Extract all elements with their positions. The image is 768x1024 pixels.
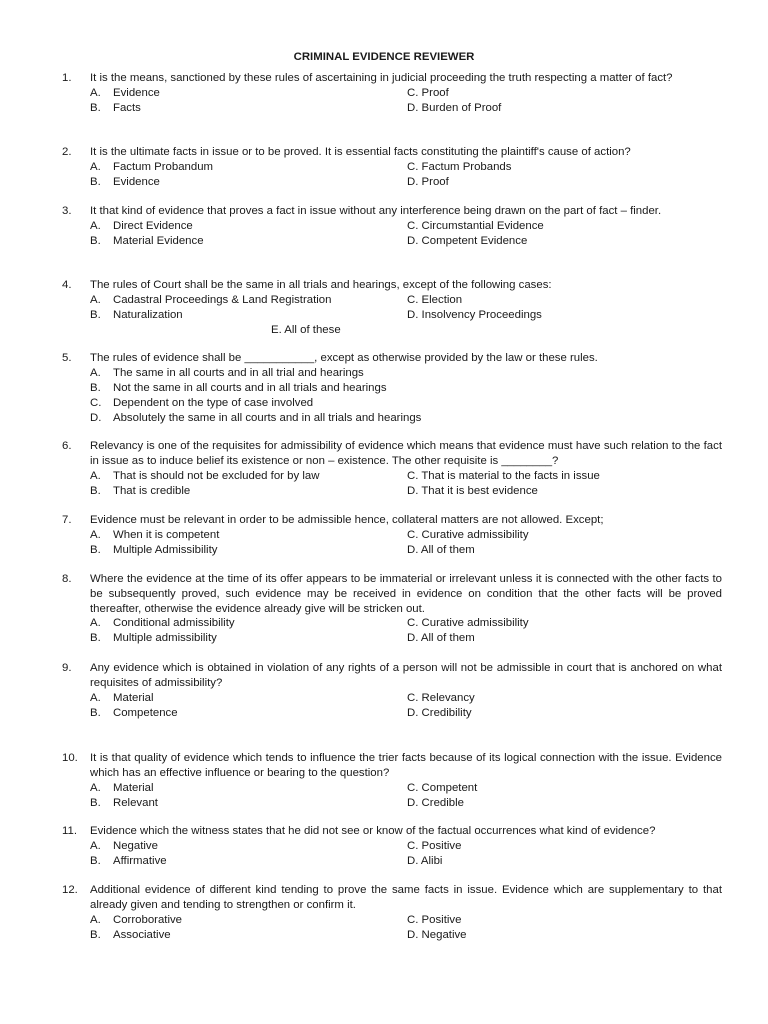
question-number: 4. [62, 279, 72, 291]
option-a: A. Material [90, 691, 154, 704]
question-text: It is that quality of evidence which tends to influence the trier facts because of its logical connection with the issue. Evidence which has an effective influence or bearing to the question? [90, 752, 722, 779]
document-title: CRIMINAL EVIDENCE REVIEWER [293, 51, 475, 63]
option-d: D. Absolutely the same in all courts and in all trials and hearings [90, 411, 422, 424]
option-b: B. Facts [90, 101, 141, 114]
question-9 [62, 661, 722, 721]
option-a: A. Negative [90, 839, 158, 852]
option-c: C. Competent [407, 781, 478, 794]
option-d: D. Credible [407, 796, 464, 809]
question-8 [62, 572, 722, 646]
question-text: Any evidence which is obtained in violation of any rights of a person will not be admissible in court that is anchored on what requisites of admissibility? [90, 662, 722, 689]
question-number: 5. [62, 352, 72, 364]
question-number: 1. [62, 72, 72, 84]
option-d: D. Proof [407, 175, 449, 188]
option-b: B. Evidence [90, 175, 160, 188]
question-4 [62, 278, 722, 338]
question-10 [62, 751, 722, 811]
option-d: D. All of them [407, 632, 475, 645]
question-3 [62, 204, 722, 249]
option-c: C. Positive [407, 913, 462, 926]
option-a: A. Evidence [90, 86, 160, 99]
option-a: A. Cadastral Proceedings & Land Registration [90, 293, 332, 306]
question-text: It is the ultimate facts in issue or to be proved. It is essential facts constituting the plaintiff's cause of action? [90, 146, 631, 158]
option-b: B. Multiple admissibility [90, 632, 217, 645]
question-number: 11. [62, 825, 77, 837]
option-b: B. Not the same in all courts and in all trials and hearings [90, 381, 387, 394]
option-e: E. All of these [271, 323, 341, 336]
question-text: Evidence which the witness states that he did not see or know of the factual occurrences what kind of evidence? [90, 825, 656, 837]
option-d: D. That it is best evidence [407, 484, 538, 497]
option-a: A. When it is competent [90, 528, 220, 541]
question-5 [62, 351, 722, 426]
option-a: A. Corroborative [90, 913, 183, 926]
option-c: C. That is material to the facts in issue [407, 469, 600, 482]
question-text: The rules of Court shall be the same in all trials and hearings, except of the following cases: [90, 279, 552, 291]
question-text: It is the means, sanctioned by these rules of ascertaining in judicial proceeding the truth respecting a matter of fact? [90, 72, 673, 84]
option-c: C. Positive [407, 839, 462, 852]
question-text: Additional evidence of different kind tending to prove the same facts in issue. Evidence which are supplementary to that already given and tending to strengthen or confirm it. [90, 884, 722, 911]
question-number: 3. [62, 205, 72, 217]
option-c: C. Election [407, 293, 463, 306]
option-d: D. Negative [407, 928, 467, 941]
question-text: It that kind of evidence that proves a fact in issue without any interference being drawn on the part of fact – finder. [90, 205, 662, 217]
option-b: B. Affirmative [90, 854, 167, 867]
question-number: 10. [62, 752, 78, 764]
question-number: 6. [62, 440, 72, 452]
option-a: A. Factum Probandum [90, 160, 214, 173]
question-text: Evidence must be relevant in order to be admissible hence, collateral matters are not allowed. Except; [90, 514, 604, 526]
option-b: B. Multiple Admissibility [90, 543, 218, 556]
question-7 [62, 513, 722, 558]
option-c: C. Curative admissibility [407, 617, 529, 630]
option-b: B. Relevant [90, 796, 158, 809]
option-d: D. Competent Evidence [407, 234, 528, 247]
option-b: B. Naturalization [90, 308, 183, 321]
question-12 [62, 883, 722, 943]
option-b: B. Associative [90, 928, 171, 941]
option-d: D. Credibility [407, 706, 472, 719]
question-text: Where the evidence at the time of its offer appears to be immaterial or irrelevant unless it is connected with the other facts to be subsequently proved, such evidence may be received in evidence on condition that the other facts will be proved thereafter, otherwise the evidence already give will be stricken out. [90, 573, 722, 615]
option-d: D. Alibi [407, 854, 443, 867]
option-a: A. The same in all courts and in all trial and hearings [90, 366, 364, 379]
question-11 [62, 824, 722, 869]
option-b: B. Material Evidence [90, 234, 204, 247]
option-c: C. Circumstantial Evidence [407, 219, 544, 232]
question-number: 8. [62, 573, 72, 585]
option-c: C. Dependent on the type of case involved [90, 396, 314, 409]
question-text: The rules of evidence shall be ___________, except as otherwise provided by the law or these rules. [90, 352, 598, 364]
option-c: C. Relevancy [407, 691, 475, 704]
option-d: D. Insolvency Proceedings [407, 308, 542, 321]
question-number: 12. [62, 884, 78, 896]
option-a: A. Material [90, 781, 154, 794]
option-a: A. That is should not be excluded for by law [90, 469, 320, 482]
option-c: C. Curative admissibility [407, 528, 529, 541]
option-a: A. Conditional admissibility [90, 617, 235, 630]
question-text: Relevancy is one of the requisites for admissibility of evidence which means that evidence must have such relation to the fact in issue as to induce belief its existence or non – existence. The other requisite is ________? [90, 440, 722, 467]
question-1 [62, 71, 722, 116]
question-6 [62, 439, 722, 499]
question-number: 7. [62, 514, 72, 526]
option-a: A. Direct Evidence [90, 219, 193, 232]
option-b: B. That is credible [90, 484, 191, 497]
question-number: 9. [62, 662, 72, 674]
option-c: C. Proof [407, 86, 449, 99]
option-c: C. Factum Probands [407, 160, 512, 173]
option-d: D. All of them [407, 543, 475, 556]
question-number: 2. [62, 146, 72, 158]
question-2 [62, 145, 722, 190]
option-d: D. Burden of Proof [407, 101, 502, 114]
option-b: B. Competence [90, 706, 178, 719]
